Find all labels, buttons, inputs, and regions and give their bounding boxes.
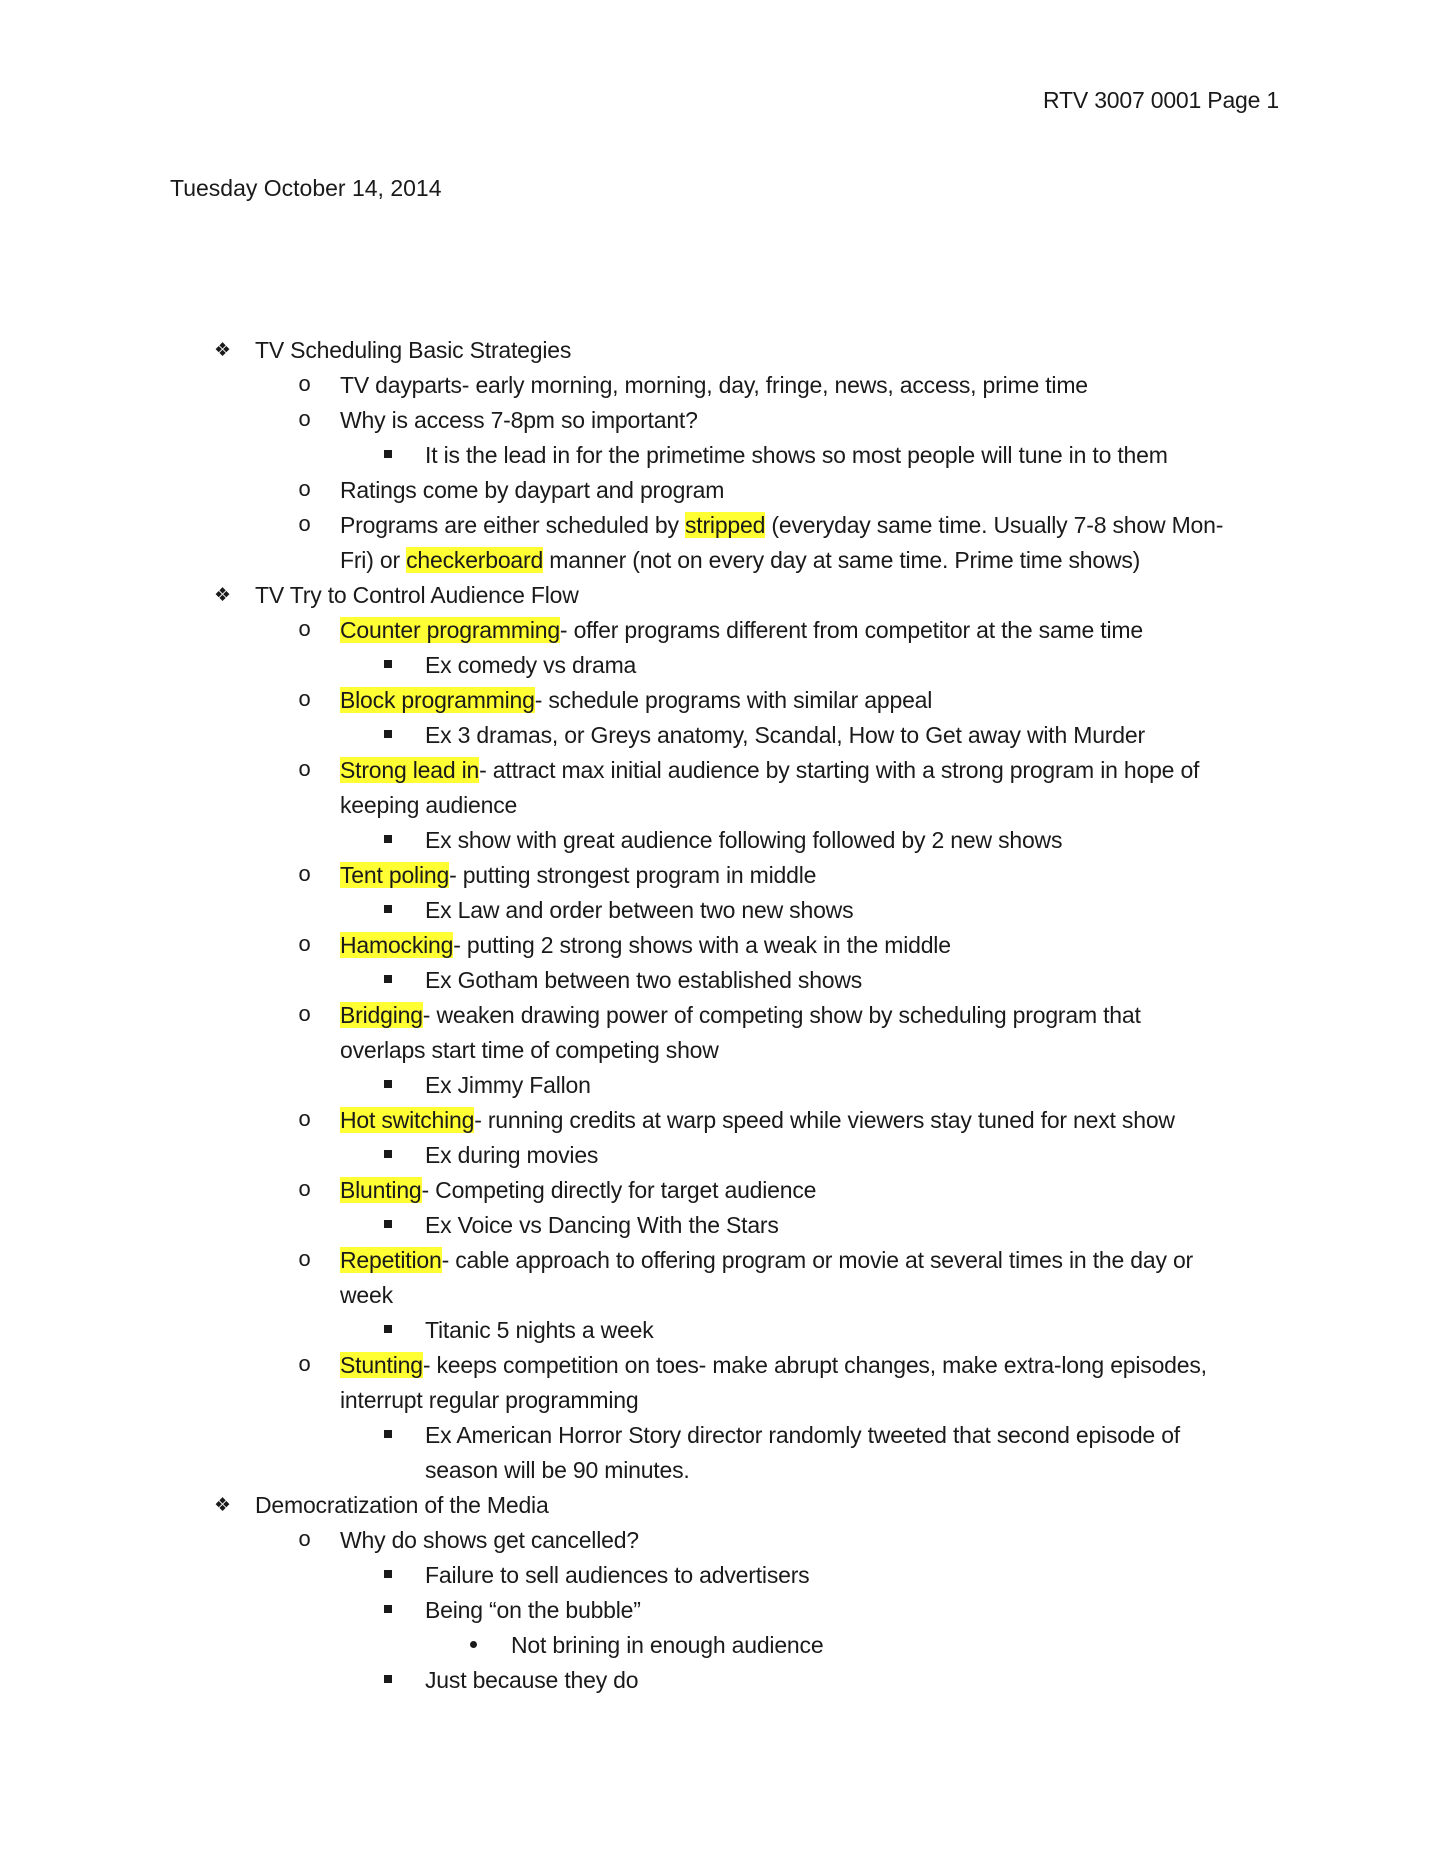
square-bullet-icon: [384, 1430, 392, 1438]
outline-line: [0, 1663, 1456, 1698]
highlighted-term: Tent poling: [340, 862, 450, 888]
line-text-body: week: [340, 1282, 393, 1308]
line-text: [425, 893, 853, 928]
outline-line: [0, 893, 1456, 928]
square-bullet-icon: [384, 905, 392, 913]
outline-line: [0, 578, 1456, 613]
line-text-body: - weaken drawing power of competing show by scheduling program that: [422, 1002, 1141, 1028]
diamond-bullet-icon: ❖: [214, 340, 231, 361]
circle-bullet-icon: o: [298, 1108, 312, 1133]
line-text-body: - attract max initial audience by starting with a strong program in hope of: [479, 757, 1200, 783]
circle-bullet-icon: o: [298, 478, 312, 503]
highlighted-term: stripped: [684, 512, 766, 538]
outline-line: [0, 858, 1456, 893]
line-text-body: Not brining in enough audience: [511, 1632, 824, 1658]
outline-line: [0, 753, 1456, 788]
line-text: [340, 753, 1199, 788]
outline-line: [0, 1418, 1456, 1453]
line-text: [425, 1138, 598, 1173]
outline-line: [0, 648, 1456, 683]
line-text: [425, 963, 862, 998]
line-text-body: TV dayparts- early morning, morning, day, fringe, news, access, prime time: [340, 372, 1088, 398]
highlighted-term: Bridging: [340, 1002, 423, 1028]
line-text-prefix: Fri) or: [340, 547, 407, 573]
line-text-body: - cable approach to offering program or movie at several times in the day or: [441, 1247, 1194, 1273]
outline-line: [0, 963, 1456, 998]
line-text: [425, 438, 1168, 473]
outline-line: [0, 1243, 1456, 1278]
square-bullet-icon: [384, 975, 392, 983]
line-text-body: Why do shows get cancelled?: [340, 1527, 639, 1553]
highlighted-term: Counter programming: [340, 617, 560, 643]
line-text-body: - running credits at warp speed while viewers stay tuned for next show: [474, 1107, 1175, 1133]
line-text: [340, 1383, 638, 1418]
line-text: [340, 508, 1223, 543]
circle-bullet-icon: o: [298, 863, 312, 888]
line-text: [425, 1663, 638, 1698]
line-text: [425, 1593, 641, 1628]
line-text-body: Ex Law and order between two new shows: [425, 897, 854, 923]
line-text-body: - putting strongest program in middle: [449, 862, 817, 888]
outline-line: [0, 1383, 1456, 1418]
square-bullet-icon: [384, 835, 392, 843]
line-text: [340, 858, 816, 893]
document-date: Tuesday October 14, 2014: [170, 175, 442, 201]
line-text-body: keeping audience: [340, 792, 518, 818]
circle-bullet-icon: o: [298, 408, 312, 433]
outline-line: [0, 613, 1456, 648]
line-text-body: - putting 2 strong shows with a weak in the middle: [453, 932, 951, 958]
highlighted-term: Block programming: [340, 687, 535, 713]
line-text: [425, 1418, 1180, 1453]
diamond-bullet-icon: ❖: [214, 1495, 231, 1516]
line-text-body: Ex 3 dramas, or Greys anatomy, Scandal, How to Get away with Murder: [425, 722, 1145, 748]
line-text: [340, 1278, 393, 1313]
highlighted-term: checkerboard: [406, 547, 544, 573]
outline-line: [0, 333, 1456, 368]
line-text: [340, 998, 1141, 1033]
line-text-body: Ex Jimmy Fallon: [425, 1072, 591, 1098]
line-text: [511, 1628, 823, 1663]
outline-line: [0, 1348, 1456, 1383]
highlighted-term: Stunting: [340, 1352, 423, 1378]
line-text: [255, 578, 579, 613]
outline-line: [0, 823, 1456, 858]
outline-line: [0, 543, 1456, 578]
square-bullet-icon: [384, 1675, 392, 1683]
line-text: [425, 823, 1062, 858]
line-text-body: season will be 90 minutes.: [425, 1457, 690, 1483]
outline-line: [0, 928, 1456, 963]
outline-line: [0, 368, 1456, 403]
outline-line: [0, 1138, 1456, 1173]
line-text-body: Ex Voice vs Dancing With the Stars: [425, 1212, 779, 1238]
line-text-body: Being “on the bubble”: [425, 1597, 641, 1623]
outline-line: [0, 998, 1456, 1033]
line-text: [425, 718, 1145, 753]
line-text: [255, 333, 571, 368]
outline-line: [0, 1593, 1456, 1628]
line-text-body: - Competing directly for target audience: [421, 1177, 817, 1203]
line-text: [340, 1348, 1207, 1383]
line-text-body: Ex comedy vs drama: [425, 652, 637, 678]
highlighted-term: Strong lead in: [340, 757, 480, 783]
square-bullet-icon: [384, 660, 392, 668]
circle-bullet-icon: o: [298, 758, 312, 783]
outline-line: [0, 1208, 1456, 1243]
outline-line: [0, 683, 1456, 718]
circle-bullet-icon: o: [298, 513, 312, 538]
line-text-body: Ex American Horror Story director randomly tweeted that second episode of: [425, 1422, 1180, 1448]
outline-line: [0, 1453, 1456, 1488]
line-text: [340, 1243, 1193, 1278]
line-text: [340, 1523, 639, 1558]
highlighted-term: Blunting: [340, 1177, 422, 1203]
circle-bullet-icon: o: [298, 1178, 312, 1203]
circle-bullet-icon: o: [298, 618, 312, 643]
line-text-body: Ex Gotham between two established shows: [425, 967, 863, 993]
line-text-body: Failure to sell audiences to advertisers: [425, 1562, 810, 1588]
square-bullet-icon: [384, 1325, 392, 1333]
line-text: [340, 683, 932, 718]
line-text-body: - schedule programs with similar appeal: [534, 687, 933, 713]
line-text: [340, 368, 1088, 403]
line-text: [425, 1558, 809, 1593]
line-text-body: Why is access 7-8pm so important?: [340, 407, 698, 433]
diamond-bullet-icon: ❖: [214, 585, 231, 606]
outline-line: [0, 1523, 1456, 1558]
line-text: [255, 1488, 549, 1523]
square-bullet-icon: [384, 1220, 392, 1228]
line-text-body: - keeps competition on toes- make abrupt changes, make extra-long episodes,: [422, 1352, 1207, 1378]
line-text: [425, 1453, 690, 1488]
outline-line: [0, 1628, 1456, 1663]
circle-bullet-icon: o: [298, 688, 312, 713]
line-text-body: (everyday same time. Usually 7-8 show Mon-: [765, 512, 1224, 538]
line-text: [340, 403, 698, 438]
line-text-body: Ex during movies: [425, 1142, 599, 1168]
outline-line: [0, 1033, 1456, 1068]
line-text: [340, 1173, 816, 1208]
line-text-body: Titanic 5 nights a week: [425, 1317, 654, 1343]
circle-bullet-icon: o: [298, 1353, 312, 1378]
outline-line: [0, 718, 1456, 753]
dot-bullet-icon: [470, 1641, 477, 1648]
highlighted-term: Hamocking: [340, 932, 454, 958]
line-text: [340, 1103, 1175, 1138]
outline-line: [0, 1278, 1456, 1313]
square-bullet-icon: [384, 450, 392, 458]
line-text-body: manner (not on every day at same time. Prime time shows): [543, 547, 1141, 573]
outline-line: [0, 403, 1456, 438]
line-text-body: TV Scheduling Basic Strategies: [255, 337, 572, 363]
line-text: [340, 1033, 719, 1068]
page-header: RTV 3007 0001 Page 1: [1043, 87, 1279, 113]
square-bullet-icon: [384, 1080, 392, 1088]
outline-line: [0, 1103, 1456, 1138]
circle-bullet-icon: o: [298, 1003, 312, 1028]
circle-bullet-icon: o: [298, 373, 312, 398]
outline-line: [0, 788, 1456, 823]
line-text: [340, 788, 517, 823]
line-text-body: overlaps start time of competing show: [340, 1037, 719, 1063]
line-text-body: - offer programs different from competitor at the same time: [559, 617, 1143, 643]
line-text-body: Just because they do: [425, 1667, 639, 1693]
line-text: [340, 613, 1143, 648]
square-bullet-icon: [384, 730, 392, 738]
line-text: [340, 543, 1140, 578]
outline-line: [0, 438, 1456, 473]
line-text-body: Ex show with great audience following followed by 2 new shows: [425, 827, 1063, 853]
line-text-body: Democratization of the Media: [255, 1492, 549, 1518]
circle-bullet-icon: o: [298, 1248, 312, 1273]
highlighted-term: Repetition: [340, 1247, 442, 1273]
line-text: [340, 928, 951, 963]
line-text: [340, 473, 724, 508]
outline-line: [0, 508, 1456, 543]
highlighted-term: Hot switching: [340, 1107, 475, 1133]
square-bullet-icon: [384, 1570, 392, 1578]
line-text-body: interrupt regular programming: [340, 1387, 639, 1413]
outline-line: [0, 473, 1456, 508]
line-text-body: Ratings come by daypart and program: [340, 477, 725, 503]
outline-line: [0, 1488, 1456, 1523]
line-text: [425, 1313, 654, 1348]
line-text: [425, 1208, 779, 1243]
circle-bullet-icon: o: [298, 1528, 312, 1553]
line-text-prefix: Programs are either scheduled by: [340, 512, 685, 538]
outline-line: [0, 1313, 1456, 1348]
line-text-body: It is the lead in for the primetime shows so most people will tune in to them: [425, 442, 1168, 468]
line-text-body: TV Try to Control Audience Flow: [255, 582, 579, 608]
outline-line: [0, 1173, 1456, 1208]
outline-line: [0, 1558, 1456, 1593]
line-text: [425, 648, 636, 683]
outline-line: [0, 1068, 1456, 1103]
outline-notes: [0, 333, 1456, 1698]
circle-bullet-icon: o: [298, 933, 312, 958]
line-text: [425, 1068, 591, 1103]
square-bullet-icon: [384, 1605, 392, 1613]
square-bullet-icon: [384, 1150, 392, 1158]
